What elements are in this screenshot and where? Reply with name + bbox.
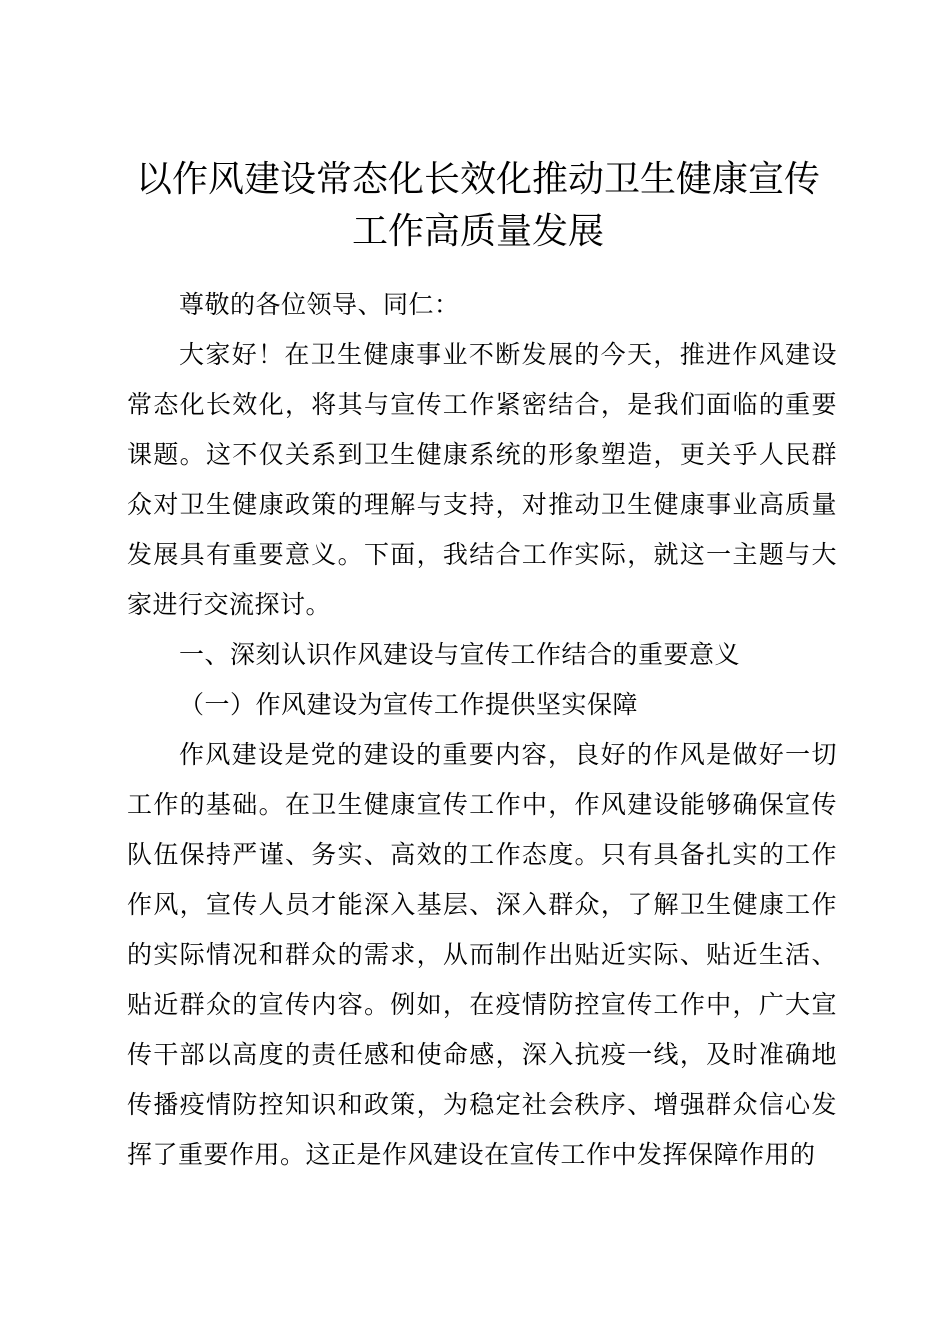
subsection-heading: （一）作风建设为宣传工作提供坚实保障 bbox=[179, 690, 639, 719]
document-title: 以作风建设常态化长效化推动卫生健康宣传工作高质量发展 bbox=[135, 159, 820, 252]
intro-paragraph: 大家好！在卫生健康事业不断发展的今天，推进作风建设常态化长效化，将其与宣传工作紧密结合，是我们面临的重要课题。这不仅关系到卫生健康系统的形象塑造，更关乎人民群众对卫生健康政策的理解与支持，对推动卫生健康事业高质量发展具有重要意义。下面，我结合工作实际，就这一主题与大家进行交流探讨。 bbox=[127, 340, 837, 619]
salutation: 尊敬的各位领导、同仁： bbox=[179, 290, 460, 319]
body-paragraph: 作风建设是党的建设的重要内容，良好的作风是做好一切工作的基础。在卫生健康宣传工作中，作风建设能够确保宣传队伍保持严谨、务实、高效的工作态度。只有具备扎实的工作作风，宣传人员才能深入基层、深入群众，了解卫生健康工作的实际情况和群众的需求，从而制作出贴近实际、贴近生活、贴近群众的宣传内容。例如，在疫情防控宣传工作中，广大宣传干部以高度的责任感和使命感，深入抗疫一线，及时准确地传播疫情防控知识和政策，为稳定社会秩序、增强群众信心发挥了重要作用。这正是作风建设在宣传工作中发挥保障作用的 bbox=[127, 740, 837, 1169]
document-body bbox=[127, 280, 837, 1180]
section-heading: 一、深刻认识作风建设与宣传工作结合的重要意义 bbox=[179, 640, 741, 669]
